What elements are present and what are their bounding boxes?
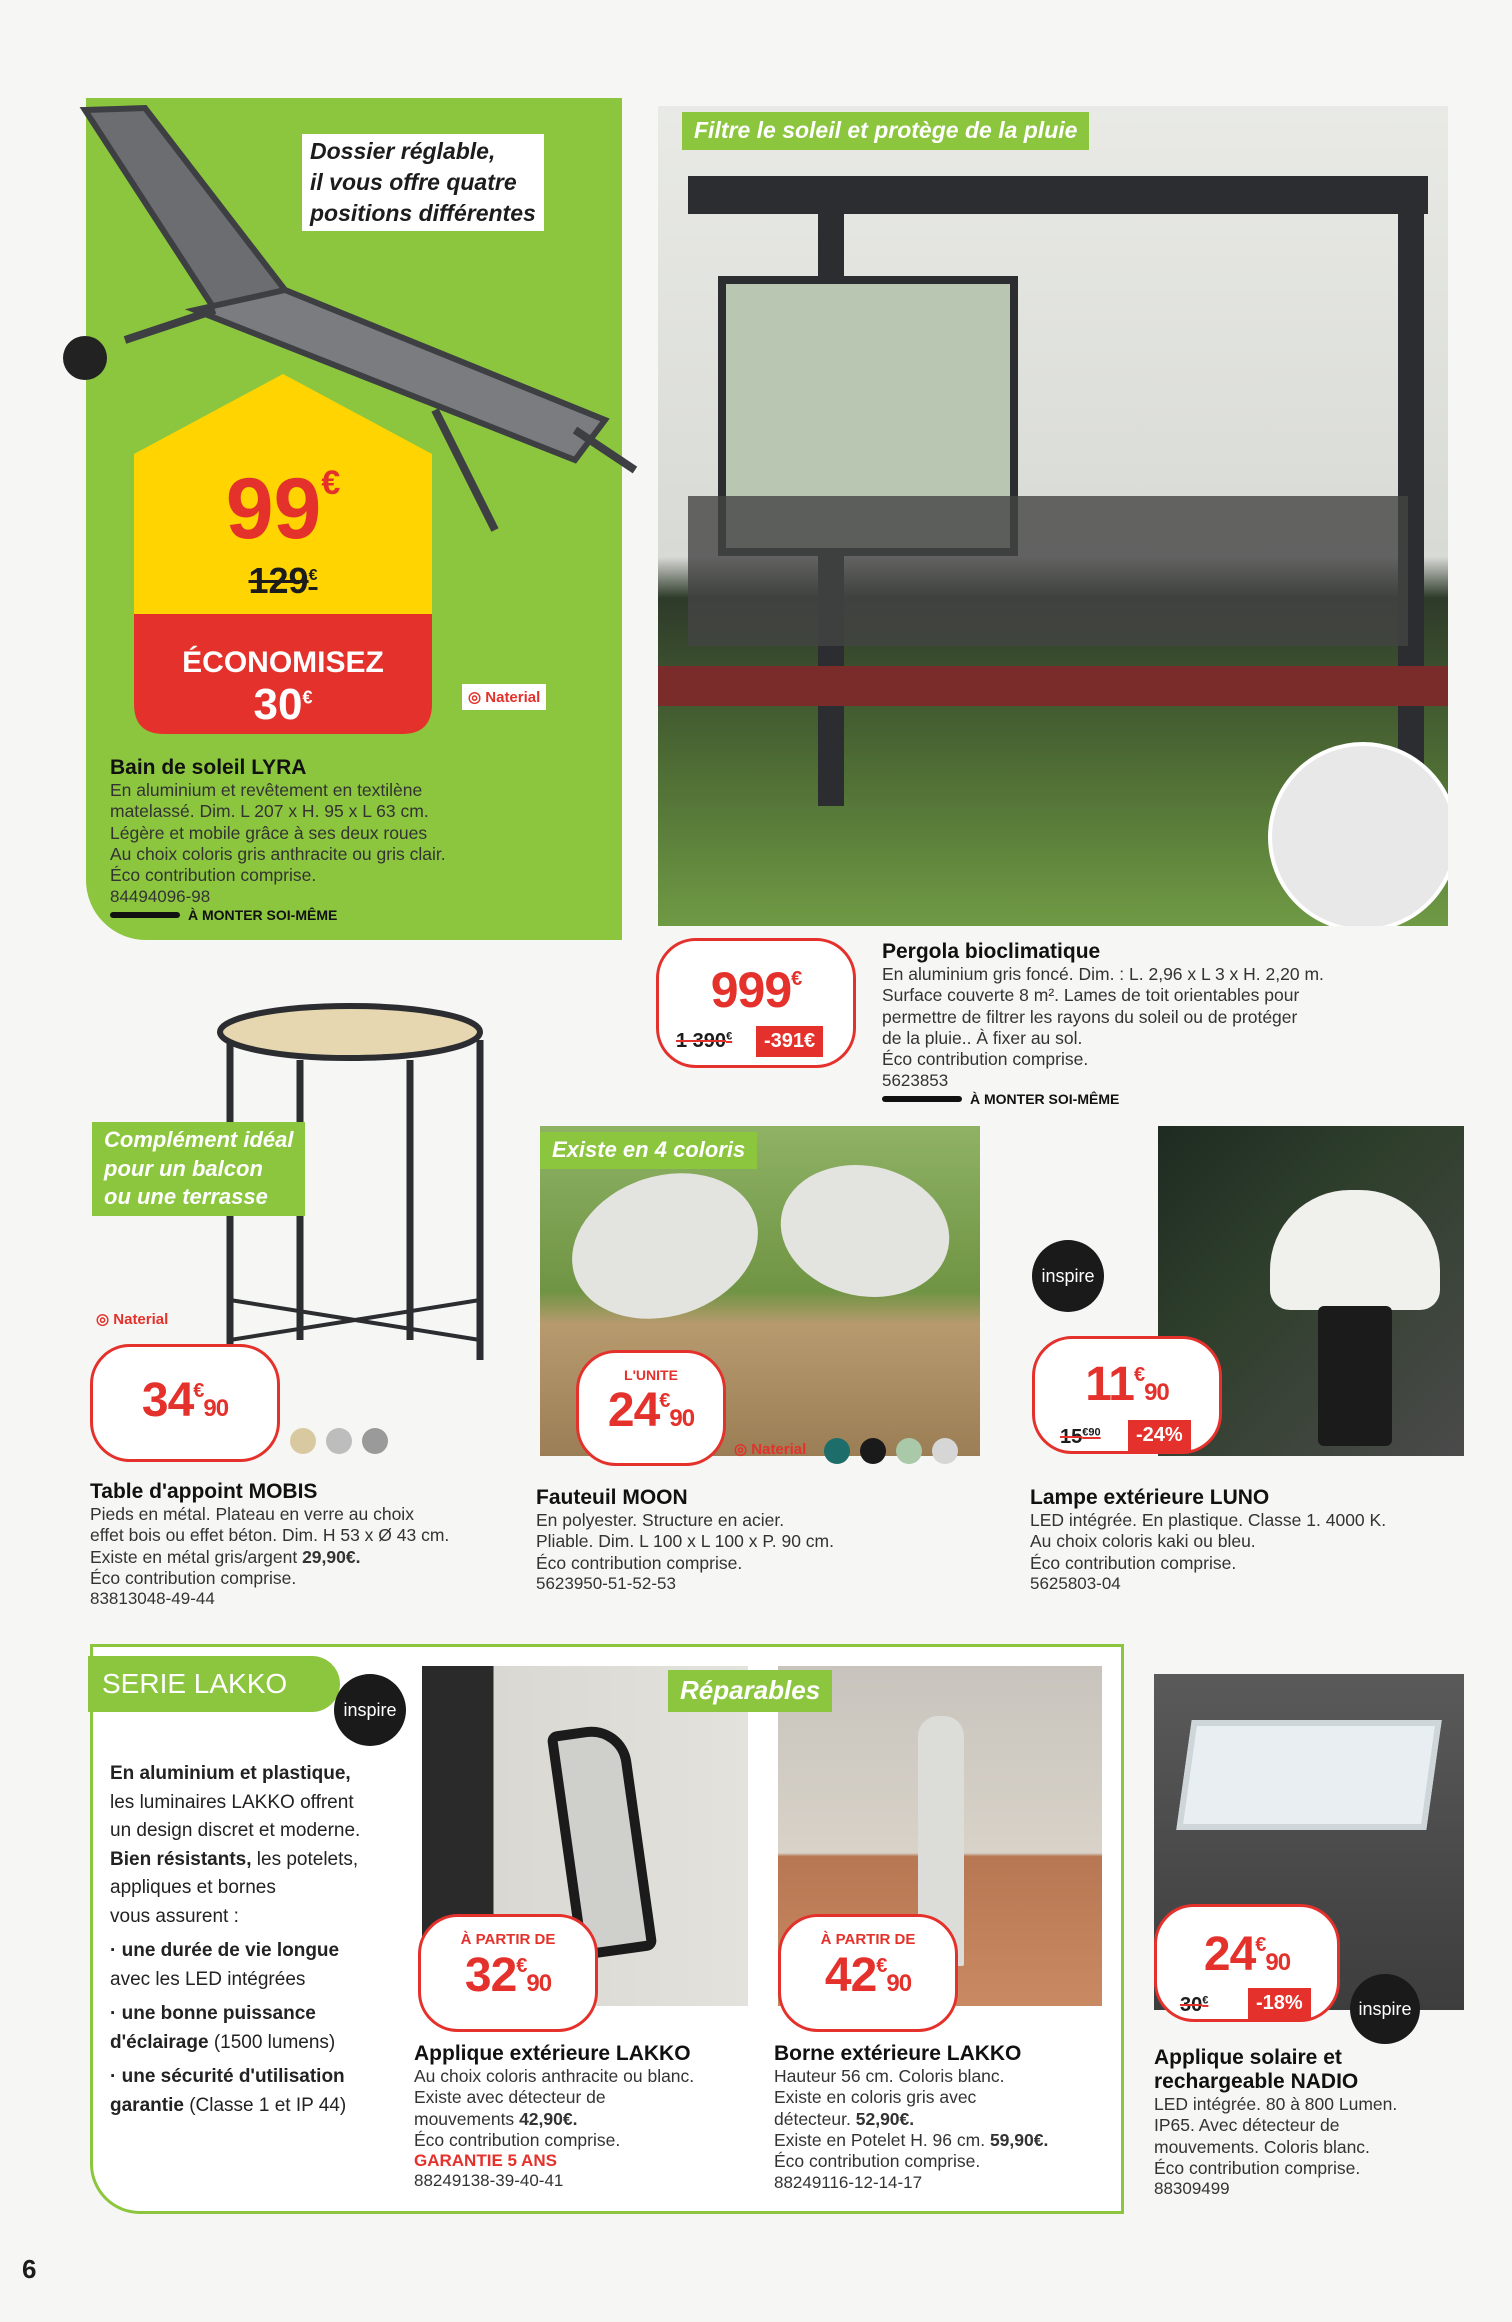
moon-ref: 5623950-51-52-53 [536, 1574, 676, 1594]
nadio-text [1154, 2046, 1474, 2199]
moon-price-badge [576, 1350, 726, 1466]
mobis-ref: 83813048-49-44 [90, 1589, 215, 1609]
luno-brand-logo: inspire [1032, 1240, 1104, 1312]
mobis-price-badge [90, 1344, 280, 1462]
moon-unit-label: L'UNITE [624, 1367, 678, 1383]
luno-text [1030, 1486, 1470, 1594]
pergola-discount-badge: -391€ [756, 1026, 823, 1057]
mobis-swatch-3[interactable] [362, 1428, 388, 1454]
lyra-callout: Dossier réglable, il vous offre quatre positions différentes [302, 134, 544, 231]
nadio-discount-badge: -18% [1248, 1988, 1311, 2019]
mobis-text [90, 1480, 530, 1609]
lakko-borne-ref: 88249116-12-14-17 [774, 2172, 923, 2192]
lakko-applique-price-badge [418, 1914, 598, 2032]
mobis-price: 34€90 [141, 1374, 229, 1427]
pergola-desc: En aluminium gris foncé. Dim. : L. 2,96 x L 3 x H. 2,20 m. Surface couverte 8 m². Lames de toit orientables pour permettre de filtrer les rayons du soleil ou de protéger de la pluie.. À fixer au sol. Éco contribution comprise. [882, 964, 1324, 1070]
nadio-ref: 88309499 [1154, 2179, 1230, 2199]
lakko-borne-title: Borne extérieure LAKKO [774, 2042, 1022, 2065]
lyra-savings-label: ÉCONOMISEZ [182, 646, 384, 679]
lakko-borne-price-badge [778, 1914, 958, 2032]
pergola-old-price: 1 390€ [676, 1030, 733, 1052]
lakko-applique-warranty: GARANTIE 5 ANS [414, 2151, 557, 2171]
naterial-icon: ◎ [734, 1441, 752, 1458]
moon-text [536, 1486, 966, 1594]
moon-swatch-4[interactable] [932, 1438, 958, 1464]
mobis-callout: Complément idéal pour un balcon ou une terrasse [92, 1122, 305, 1216]
page-number: 6 [22, 2254, 37, 2284]
moon-brand-logo: ◎ Naterial [734, 1441, 807, 1458]
lakko-series-label: SERIE LAKKO [88, 1656, 340, 1712]
nadio-price: 24€90 [1203, 1928, 1291, 1981]
lyra-desc: En aluminium et revêtement en textilène matelassé. Dim. L 207 x H. 95 x L 63 cm. Légère et mobile grâce à ses deux roues Au choix coloris gris anthracite ou gris clair. Éco contribution comprise. [110, 780, 446, 886]
naterial-icon: ◎ [96, 1311, 114, 1328]
moon-desc: En polyester. Structure en acier. Pliable. Dim. L 100 x L 100 x P. 90 cm. Éco contribution comprise. [536, 1510, 834, 1573]
lyra-price-badge [114, 374, 452, 734]
lyra-text [110, 756, 610, 923]
nadio-desc: LED intégrée. 80 à 800 Lumen. IP65. Avec détecteur de mouvements. Coloris blanc. Éco contribution comprise. [1154, 2094, 1398, 2179]
pergola-assemble: À MONTER SOI-MÊME [882, 1091, 1462, 1107]
mobis-swatch-2[interactable] [326, 1428, 352, 1454]
pergola-banner: Filtre le soleil et protège de la pluie [682, 112, 1089, 150]
moon-title: Fauteuil MOON [536, 1486, 688, 1509]
mobis-brand-logo: ◎ Naterial [96, 1311, 169, 1328]
lyra-price: 99€ [225, 461, 341, 557]
mobis-swatch-1[interactable] [290, 1428, 316, 1454]
lakko-applique-price: 32€90 [464, 1949, 552, 2002]
luno-discount-badge: -24% [1128, 1420, 1191, 1451]
moon-swatch-3[interactable] [896, 1438, 922, 1464]
pergola-price: 999€ [710, 962, 802, 1018]
luno-desc: LED intégrée. En plastique. Classe 1. 4000 K. Au choix coloris kaki ou bleu. Éco contribution comprise. [1030, 1510, 1387, 1573]
nadio-brand-logo: inspire [1350, 1974, 1420, 2044]
lakko-borne-price: 42€90 [824, 1949, 912, 2002]
lyra-savings-value: 30€ [253, 680, 313, 729]
lakko-borne-from-label: À PARTIR DE [820, 1931, 916, 1948]
lakko-borne-text [774, 2042, 1114, 2193]
mobis-title: Table d'appoint MOBIS [90, 1480, 318, 1503]
luno-title: Lampe extérieure LUNO [1030, 1486, 1270, 1509]
lakko-applique-title: Applique extérieure LAKKO [414, 2042, 691, 2065]
pergola-title: Pergola bioclimatique [882, 940, 1101, 963]
lyra-ref: 84494096-98 [110, 886, 211, 906]
moon-swatch-1[interactable] [824, 1438, 850, 1464]
lyra-assemble: À MONTER SOI-MÊME [110, 907, 610, 923]
mobis-desc: Pieds en métal. Plateau en verre au choix effet bois ou effet béton. Dim. H 53 x Ø 43 cm. Existe en métal gris/argent 29,90€. Éco contribution comprise. [90, 1504, 450, 1589]
lyra-brand-logo: ◎ Naterial [462, 684, 546, 710]
lakko-applique-from-label: À PARTIR DE [460, 1931, 556, 1948]
luno-old-price: $15^{€90}$ [1060, 1426, 1101, 1448]
pergola-text [882, 940, 1462, 1107]
lakko-banner: Réparables [668, 1670, 832, 1712]
lyra-title: Bain de soleil LYRA [110, 756, 307, 779]
nadio-title: Applique solaire et rechargeable NADIO [1154, 2046, 1359, 2093]
lakko-applique-ref: 88249138-39-40-41 [414, 2171, 564, 2191]
lyra-old-price: 129€ [248, 560, 318, 601]
naterial-icon: ◎ [468, 689, 486, 706]
luno-price: 11€90 [1085, 1358, 1169, 1411]
nadio-old-price: 30€ [1180, 1994, 1209, 2016]
luno-ref: 5625803-04 [1030, 1574, 1121, 1594]
moon-price: 24€90 [607, 1384, 695, 1437]
pergola-photo [658, 106, 1448, 926]
lakko-applique-text [414, 2042, 764, 2191]
lakko-applique-desc: Au choix coloris anthracite ou blanc. Existe avec détecteur de mouvements 42,90€. Éco contribution comprise. [414, 2066, 695, 2151]
moon-swatch-2[interactable] [860, 1438, 886, 1464]
lakko-intro: En aluminium et plastique, les luminaires LAKKO offrent un design discret et moderne. Bien résistants, les potelets, appliques et bornes vous assurent : · une durée de vie longue avec les LED intégrées · une bonne puissance d'éclairage (1500 lumens) · une sécurité d'utilisation garantie (Classe 1 et IP 44) [110, 1763, 361, 2116]
lakko-brand-logo: inspire [334, 1674, 406, 1746]
lakko-borne-desc: Hauteur 56 cm. Coloris blanc. Existe en coloris gris avec détecteur. 52,90€. Existe en Potelet H. 96 cm. 59,90€. Éco contribution comprise. [774, 2066, 1049, 2172]
screwdriver-icon [110, 912, 180, 918]
moon-banner: Existe en 4 coloris [540, 1132, 757, 1169]
pergola-ref: 5623853 [882, 1070, 949, 1090]
screwdriver-icon [882, 1096, 962, 1102]
